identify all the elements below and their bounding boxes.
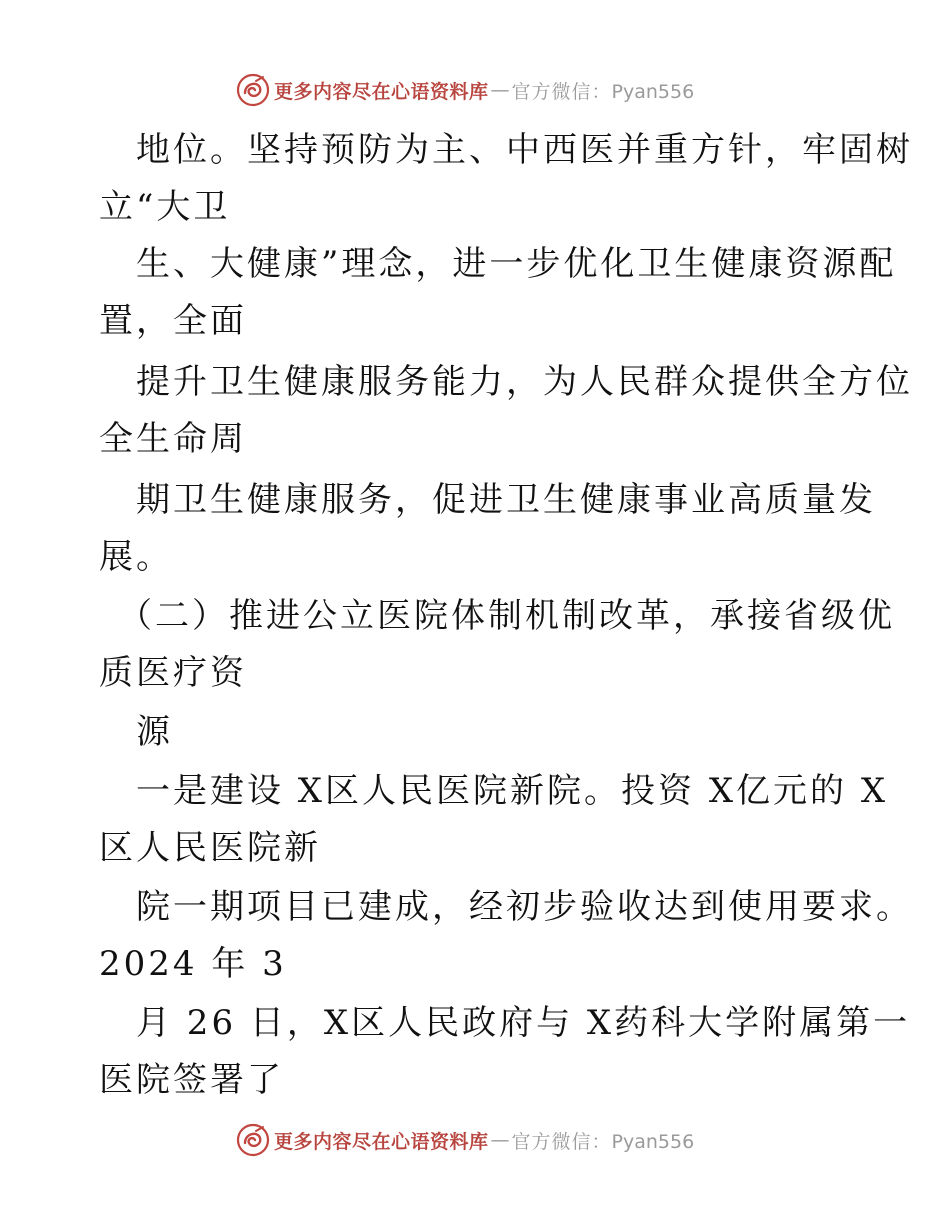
watermark-contact-label: 官方微信： (511, 1130, 612, 1153)
body-line: 区人民医院新 (99, 828, 321, 868)
watermark-contact-id: Pyan556 (611, 80, 695, 103)
body-line: 提升卫生健康服务能力，为人民群众提供全方位 (136, 362, 913, 402)
body-line: 期卫生健康服务，促进卫生健康事业高质量发 (136, 480, 876, 520)
body-line: 地位。坚持预防为主、中西医并重方针，牢固树 (136, 130, 913, 170)
body-line: 一是建设 X区人民医院新院。投资 X亿元的 X (136, 771, 889, 811)
section-heading-line: 质医疗资 (99, 653, 247, 693)
watermark-brand: 更多内容尽在心语资料库 (274, 80, 489, 103)
body-line: 展。 (99, 537, 173, 577)
body-line: 立“大卫 (99, 187, 231, 227)
body-line: 月 26 日，X区人民政府与 X药科大学附属第一 (136, 1003, 911, 1043)
section-heading-line: （二）推进公立医院体制机制改革，承接省级优 (118, 596, 895, 636)
watermark-contact (512, 1127, 695, 1154)
body-line: 全生命周 (99, 419, 247, 459)
watermark-contact-label: 官方微信： (511, 80, 612, 103)
footer-watermark (236, 1122, 694, 1158)
section-heading-line: 源 (136, 712, 173, 752)
watermark-brand: 更多内容尽在心语资料库 (274, 1130, 489, 1153)
body-line: 院一期项目已建成，经初步验收达到使用要求。 (136, 887, 913, 927)
body-line: 生、大健康”理念，进一步优化卫生健康资源配 (136, 244, 897, 284)
swirl-seal-logo-icon (236, 73, 270, 107)
watermark-dash: — (490, 1129, 510, 1151)
body-line: 医院签署了 (99, 1060, 284, 1100)
swirl-seal-logo-icon (236, 1123, 270, 1157)
header-watermark (236, 72, 694, 108)
body-line: 置，全面 (99, 301, 247, 341)
watermark-contact-id: Pyan556 (611, 1130, 695, 1153)
body-line: 2024 年 3 (99, 944, 287, 984)
watermark-contact (512, 77, 695, 104)
watermark-dash: — (490, 79, 510, 101)
